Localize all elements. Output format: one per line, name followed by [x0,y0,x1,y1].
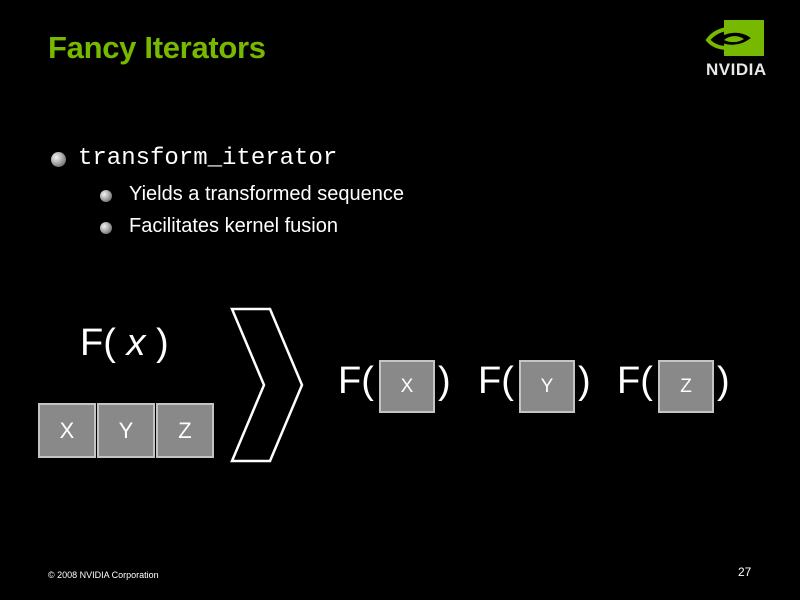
chevron-right-icon [226,305,306,465]
output-box-y: Y [519,360,575,413]
nvidia-eye-icon [702,18,784,62]
output-close-2: ) [578,360,591,402]
output-func-2: F( [478,360,514,402]
copyright-footer: © 2008 NVIDIA Corporation [48,570,159,580]
sub-bullet-icon [100,190,112,202]
input-box-x: X [38,403,96,458]
output-box-x: X [379,360,435,413]
sub-bullet-icon [100,222,112,234]
sub-bullet-1: Yields a transformed sequence [129,183,404,205]
function-expression [80,322,169,365]
nvidia-wordmark: NVIDIA [706,60,767,79]
input-box-y: Y [97,403,155,458]
close-paren: ) [156,322,169,364]
output-close-3: ) [717,360,730,402]
open-paren: ( [103,322,116,364]
input-box-z: Z [156,403,214,458]
page-number: 27 [738,565,752,579]
function-name: F [80,322,104,364]
slide-title: Fancy Iterators [48,30,266,65]
output-box-z: Z [658,360,714,413]
function-variable: x [126,322,146,364]
output-func-3: F( [617,360,653,402]
bullet-icon [51,152,66,167]
bullet-main: transform_iterator [78,145,338,172]
sub-bullet-2: Facilitates kernel fusion [129,215,338,237]
output-func-1: F( [338,360,374,402]
nvidia-logo [702,18,784,80]
output-close-1: ) [438,360,451,402]
